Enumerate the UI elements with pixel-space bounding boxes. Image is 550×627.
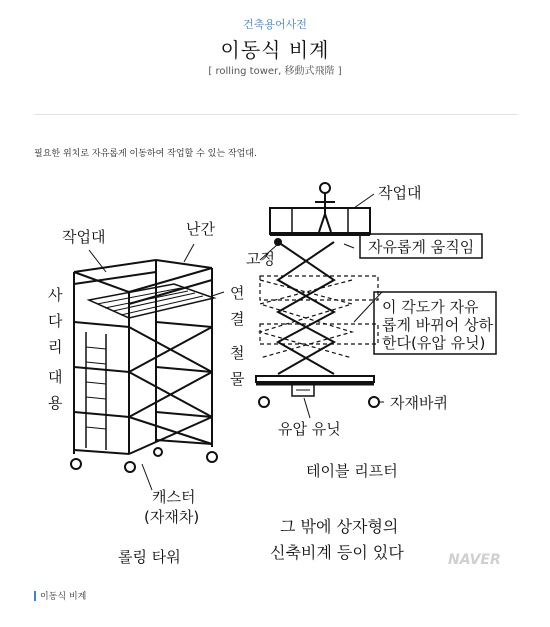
label-hydraulic: 유압 유닛 xyxy=(278,420,341,438)
label-rolling-tower: 롤링 타워 xyxy=(118,548,181,566)
label-ladder-2: 다 xyxy=(48,312,63,330)
page-title: 이동식 비계 xyxy=(220,38,330,62)
label-caster-sub: (자재차) xyxy=(144,508,200,526)
label-brace-4: 물 xyxy=(230,370,245,388)
dictionary-source[interactable]: 건축용어사전 xyxy=(243,18,307,31)
label-ladder-3: 리 xyxy=(48,338,63,356)
label-angle-1: 이 각도가 자유 xyxy=(382,298,479,316)
label-wheel: 자재바퀴 xyxy=(390,394,448,412)
footnote-line-1: 그 밖에 상자형의 xyxy=(280,517,399,536)
label-railing: 난간 xyxy=(186,220,215,238)
label-table-lifter: 테이블 리프터 xyxy=(306,462,398,480)
label-free-move: 자유롭게 움직임 xyxy=(368,238,475,256)
caption-text: 이동식 비계 xyxy=(40,592,87,602)
caption-accent-bar xyxy=(34,591,36,601)
label-fixed: 고정 xyxy=(246,250,275,268)
scaffold-illustration xyxy=(34,172,518,576)
label-angle-2: 롭게 바뀌어 상하 xyxy=(382,316,493,334)
label-ladder-4: 대 xyxy=(48,368,63,386)
footnote xyxy=(270,517,404,562)
label-brace-2: 결 xyxy=(230,310,245,328)
label-angle-3: 한다(유압 유닛) xyxy=(382,334,486,352)
label-platform-left: 작업대 xyxy=(62,228,106,246)
caption[interactable] xyxy=(34,589,86,602)
page-subtitle: [ rolling tower, 移動式飛階 ] xyxy=(208,66,342,77)
label-ladder-5: 용 xyxy=(48,394,63,412)
label-brace-3: 철 xyxy=(230,344,245,362)
divider xyxy=(34,114,518,115)
label-ladder-1: 사 xyxy=(48,286,63,304)
label-caster: 캐스터 xyxy=(152,488,196,506)
label-platform-right: 작업대 xyxy=(378,184,422,202)
label-brace-1: 연 xyxy=(230,284,245,302)
rolling-tower-drawing xyxy=(71,244,224,490)
description: 필요한 위치로 자유롭게 이동하여 작업할 수 있는 작업대. xyxy=(34,149,257,159)
footnote-line-2: 신축비계 등이 있다 xyxy=(270,543,404,562)
naver-watermark: NAVER xyxy=(448,552,501,568)
